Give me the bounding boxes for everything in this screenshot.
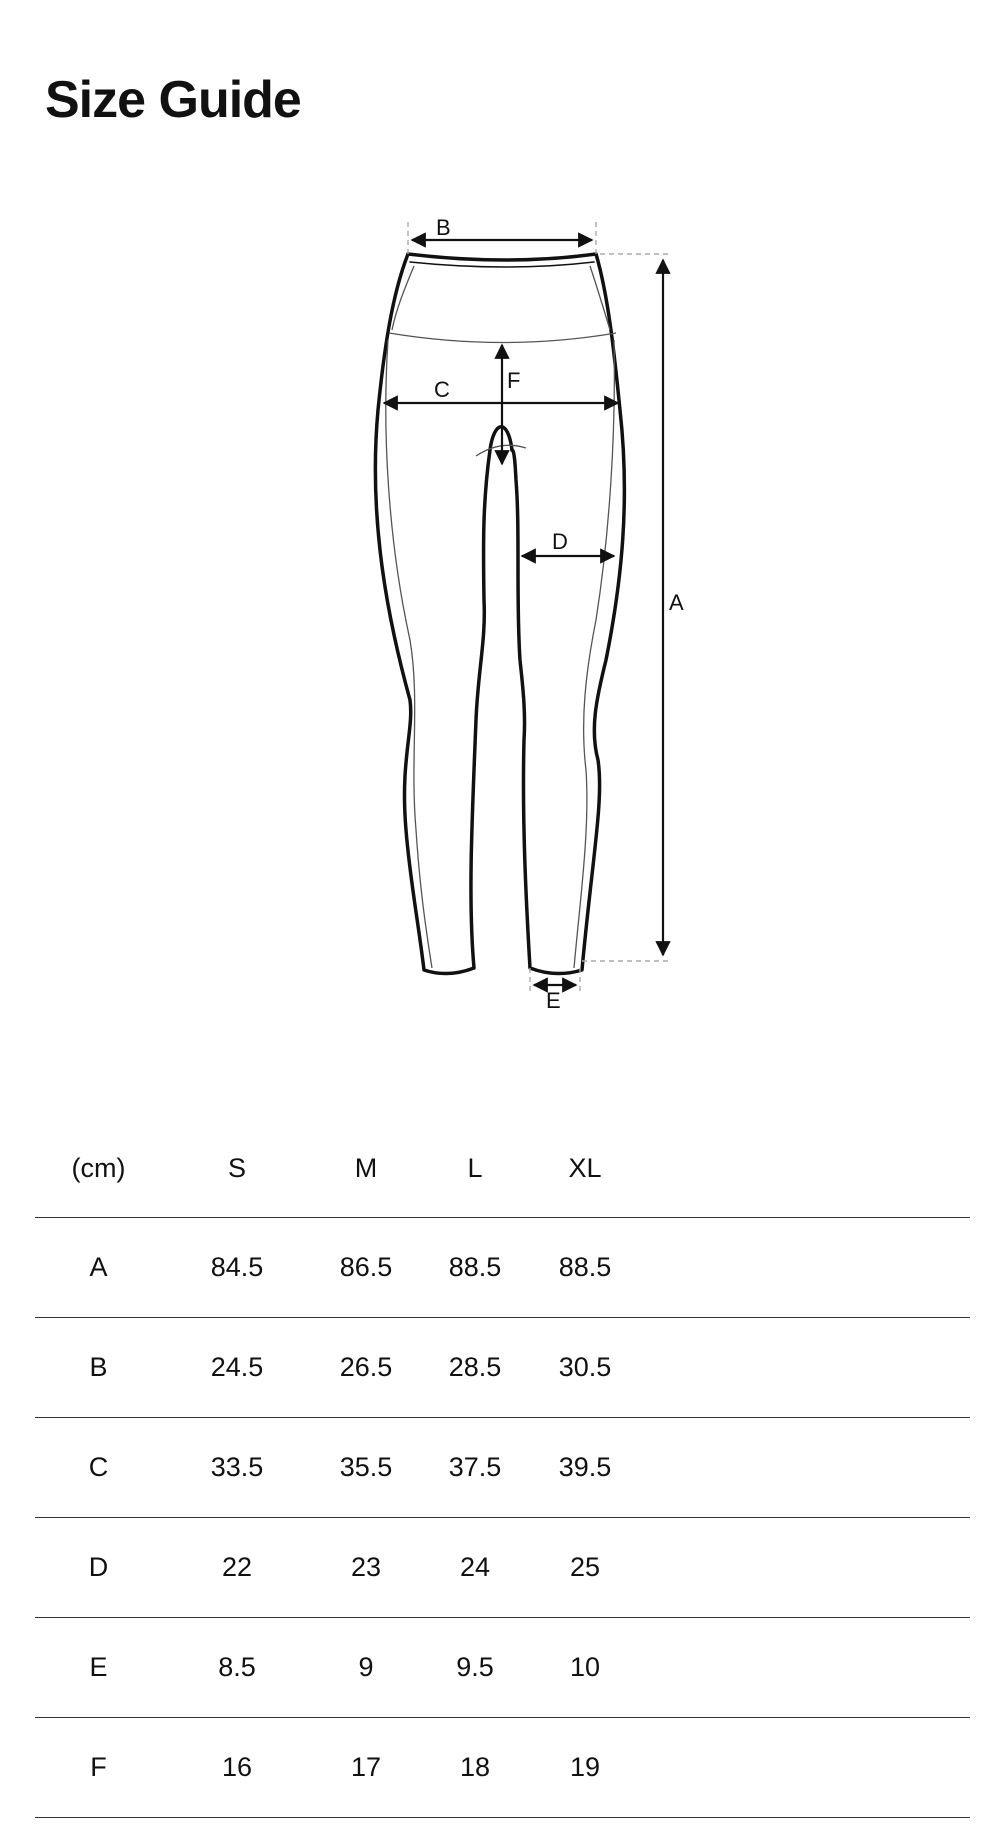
spacer-cell: [640, 1318, 970, 1418]
table-row: [35, 1418, 970, 1518]
size-header-m: M: [312, 1120, 420, 1218]
table-cell: 8.5: [162, 1618, 312, 1718]
table-cell: 10: [530, 1618, 640, 1718]
table-cell: 19: [530, 1718, 640, 1818]
table-cell: 84.5: [162, 1218, 312, 1318]
table-cell: 23: [312, 1518, 420, 1618]
label-e: E: [546, 988, 561, 1013]
measurement-arrows: [384, 240, 663, 985]
row-label: B: [35, 1318, 162, 1418]
table-cell: 30.5: [530, 1318, 640, 1418]
label-a: A: [669, 590, 684, 615]
table-row: [35, 1618, 970, 1718]
row-label: F: [35, 1718, 162, 1818]
spacer-cell: [640, 1418, 970, 1518]
spacer-cell: [640, 1120, 970, 1218]
label-f: F: [507, 368, 521, 393]
table-cell: 39.5: [530, 1418, 640, 1518]
spacer-cell: [640, 1618, 970, 1718]
table-cell: 18: [420, 1718, 530, 1818]
table-cell: 35.5: [312, 1418, 420, 1518]
spacer-cell: [640, 1718, 970, 1818]
table-row: [35, 1318, 970, 1418]
waistband-lower-seam: [389, 333, 616, 343]
label-d: D: [552, 529, 568, 554]
spacer-cell: [640, 1218, 970, 1318]
table-cell: 37.5: [420, 1418, 530, 1518]
table-cell: 22: [162, 1518, 312, 1618]
waistband-inner: [410, 262, 594, 267]
waistband-top: [408, 254, 596, 260]
table-cell: 26.5: [312, 1318, 420, 1418]
row-label: C: [35, 1418, 162, 1518]
right-leg-outline: [512, 254, 624, 974]
left-leg-outline: [375, 254, 512, 974]
leggings-outline: [375, 254, 624, 974]
unit-header: (cm): [35, 1120, 162, 1218]
page-title: Size Guide: [45, 71, 301, 129]
row-label: D: [35, 1518, 162, 1618]
row-label: A: [35, 1218, 162, 1318]
size-header-row: [35, 1120, 970, 1218]
table-row: [35, 1518, 970, 1618]
table-row: [35, 1718, 970, 1818]
size-table: [35, 1120, 970, 1818]
label-b: B: [436, 215, 451, 240]
table-cell: 24.5: [162, 1318, 312, 1418]
table-cell: 88.5: [420, 1218, 530, 1318]
row-label: E: [35, 1618, 162, 1718]
guide-lines: [408, 222, 672, 992]
size-header-xl: XL: [530, 1120, 640, 1218]
label-c: C: [434, 377, 450, 402]
table-cell: 9: [312, 1618, 420, 1718]
table-cell: 17: [312, 1718, 420, 1818]
table-cell: 24: [420, 1518, 530, 1618]
table-cell: 25: [530, 1518, 640, 1618]
table-cell: 86.5: [312, 1218, 420, 1318]
size-header-s: S: [162, 1120, 312, 1218]
left-side-seam: [386, 340, 432, 968]
table-cell: 28.5: [420, 1318, 530, 1418]
spacer-cell: [640, 1518, 970, 1618]
table-cell: 88.5: [530, 1218, 640, 1318]
table-row: [35, 1218, 970, 1318]
size-header-l: L: [420, 1120, 530, 1218]
table-cell: 9.5: [420, 1618, 530, 1718]
table-cell: 33.5: [162, 1418, 312, 1518]
leggings-diagram: [0, 200, 1000, 1020]
table-cell: 16: [162, 1718, 312, 1818]
